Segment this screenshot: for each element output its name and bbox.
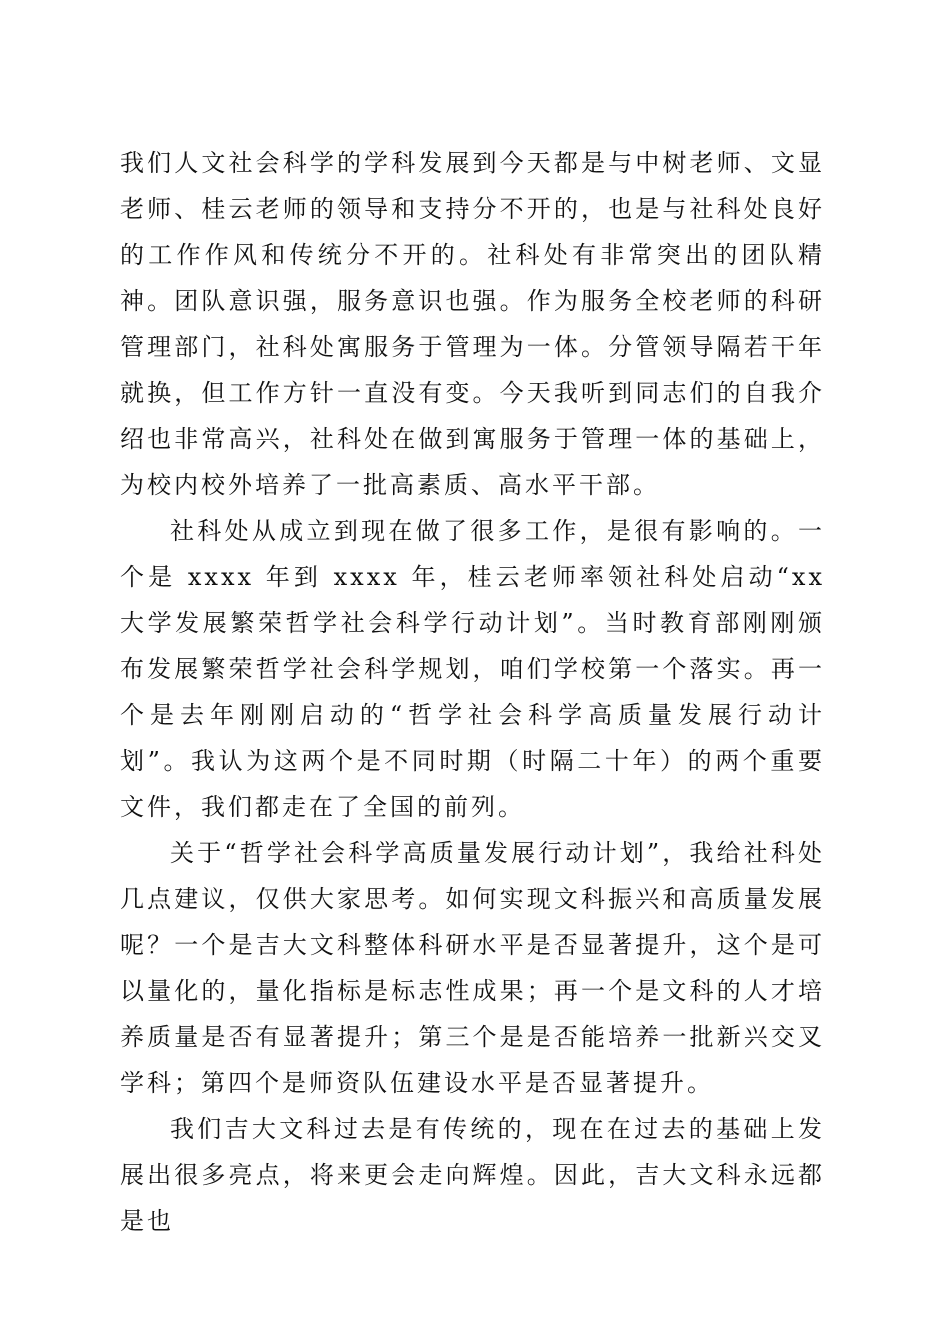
paragraph-1: 我们人文社会科学的学科发展到今天都是与中树老师、文显老师、桂云老师的领导和支持分不开的，也是与社科处良好的工作作风和传统分不开的。社科处有非常突出的团队精神。团队意识强，服务意识也强。作为服务全校老师的科研管理部门，社科处寓服务于管理为一体。分管领导隔若干年就换，但工作方针一直没有变。今天我听到同志们的自我介绍也非常高兴，社科处在做到寓服务于管理一体的基础上，为校内校外培养了一批高素质、高水平干部。 xyxy=(120,149,825,499)
paragraph-4: 我们吉大文科过去是有传统的，现在在过去的基础上发展出很多亮点，将来更会走向辉煌。因此，吉大文科永远都是也 xyxy=(120,1115,825,1235)
paragraph-3: 关于“哲学社会科学高质量发展行动计划”，我给社科处几点建议，仅供大家思考。如何实现文科振兴和高质量发展呢？一个是吉大文科整体科研水平是否显著提升，这个是可以量化的，量化指标是标志性成果；再一个是文科的人才培养质量是否有显著提升；第三个是是否能培养一批新兴交叉学科；第四个是师资队伍建设水平是否显著提升。 xyxy=(120,839,825,1097)
document-body xyxy=(120,140,825,1244)
paragraph-2: 社科处从成立到现在做了很多工作，是很有影响的。一个是 xxxx 年到 xxxx 年，桂云老师率领社科处启动“xx 大学发展繁荣哲学社会科学行动计划”。当时教育部刚刚颁布发展繁荣哲学社会科学规划，咱们学校第一个落实。再一个是去年刚刚启动的“哲学社会科学高质量发展行动计划”。我认为这两个是不同时期（时隔二十年）的两个重要文件，我们都走在了全国的前列。 xyxy=(120,517,825,821)
